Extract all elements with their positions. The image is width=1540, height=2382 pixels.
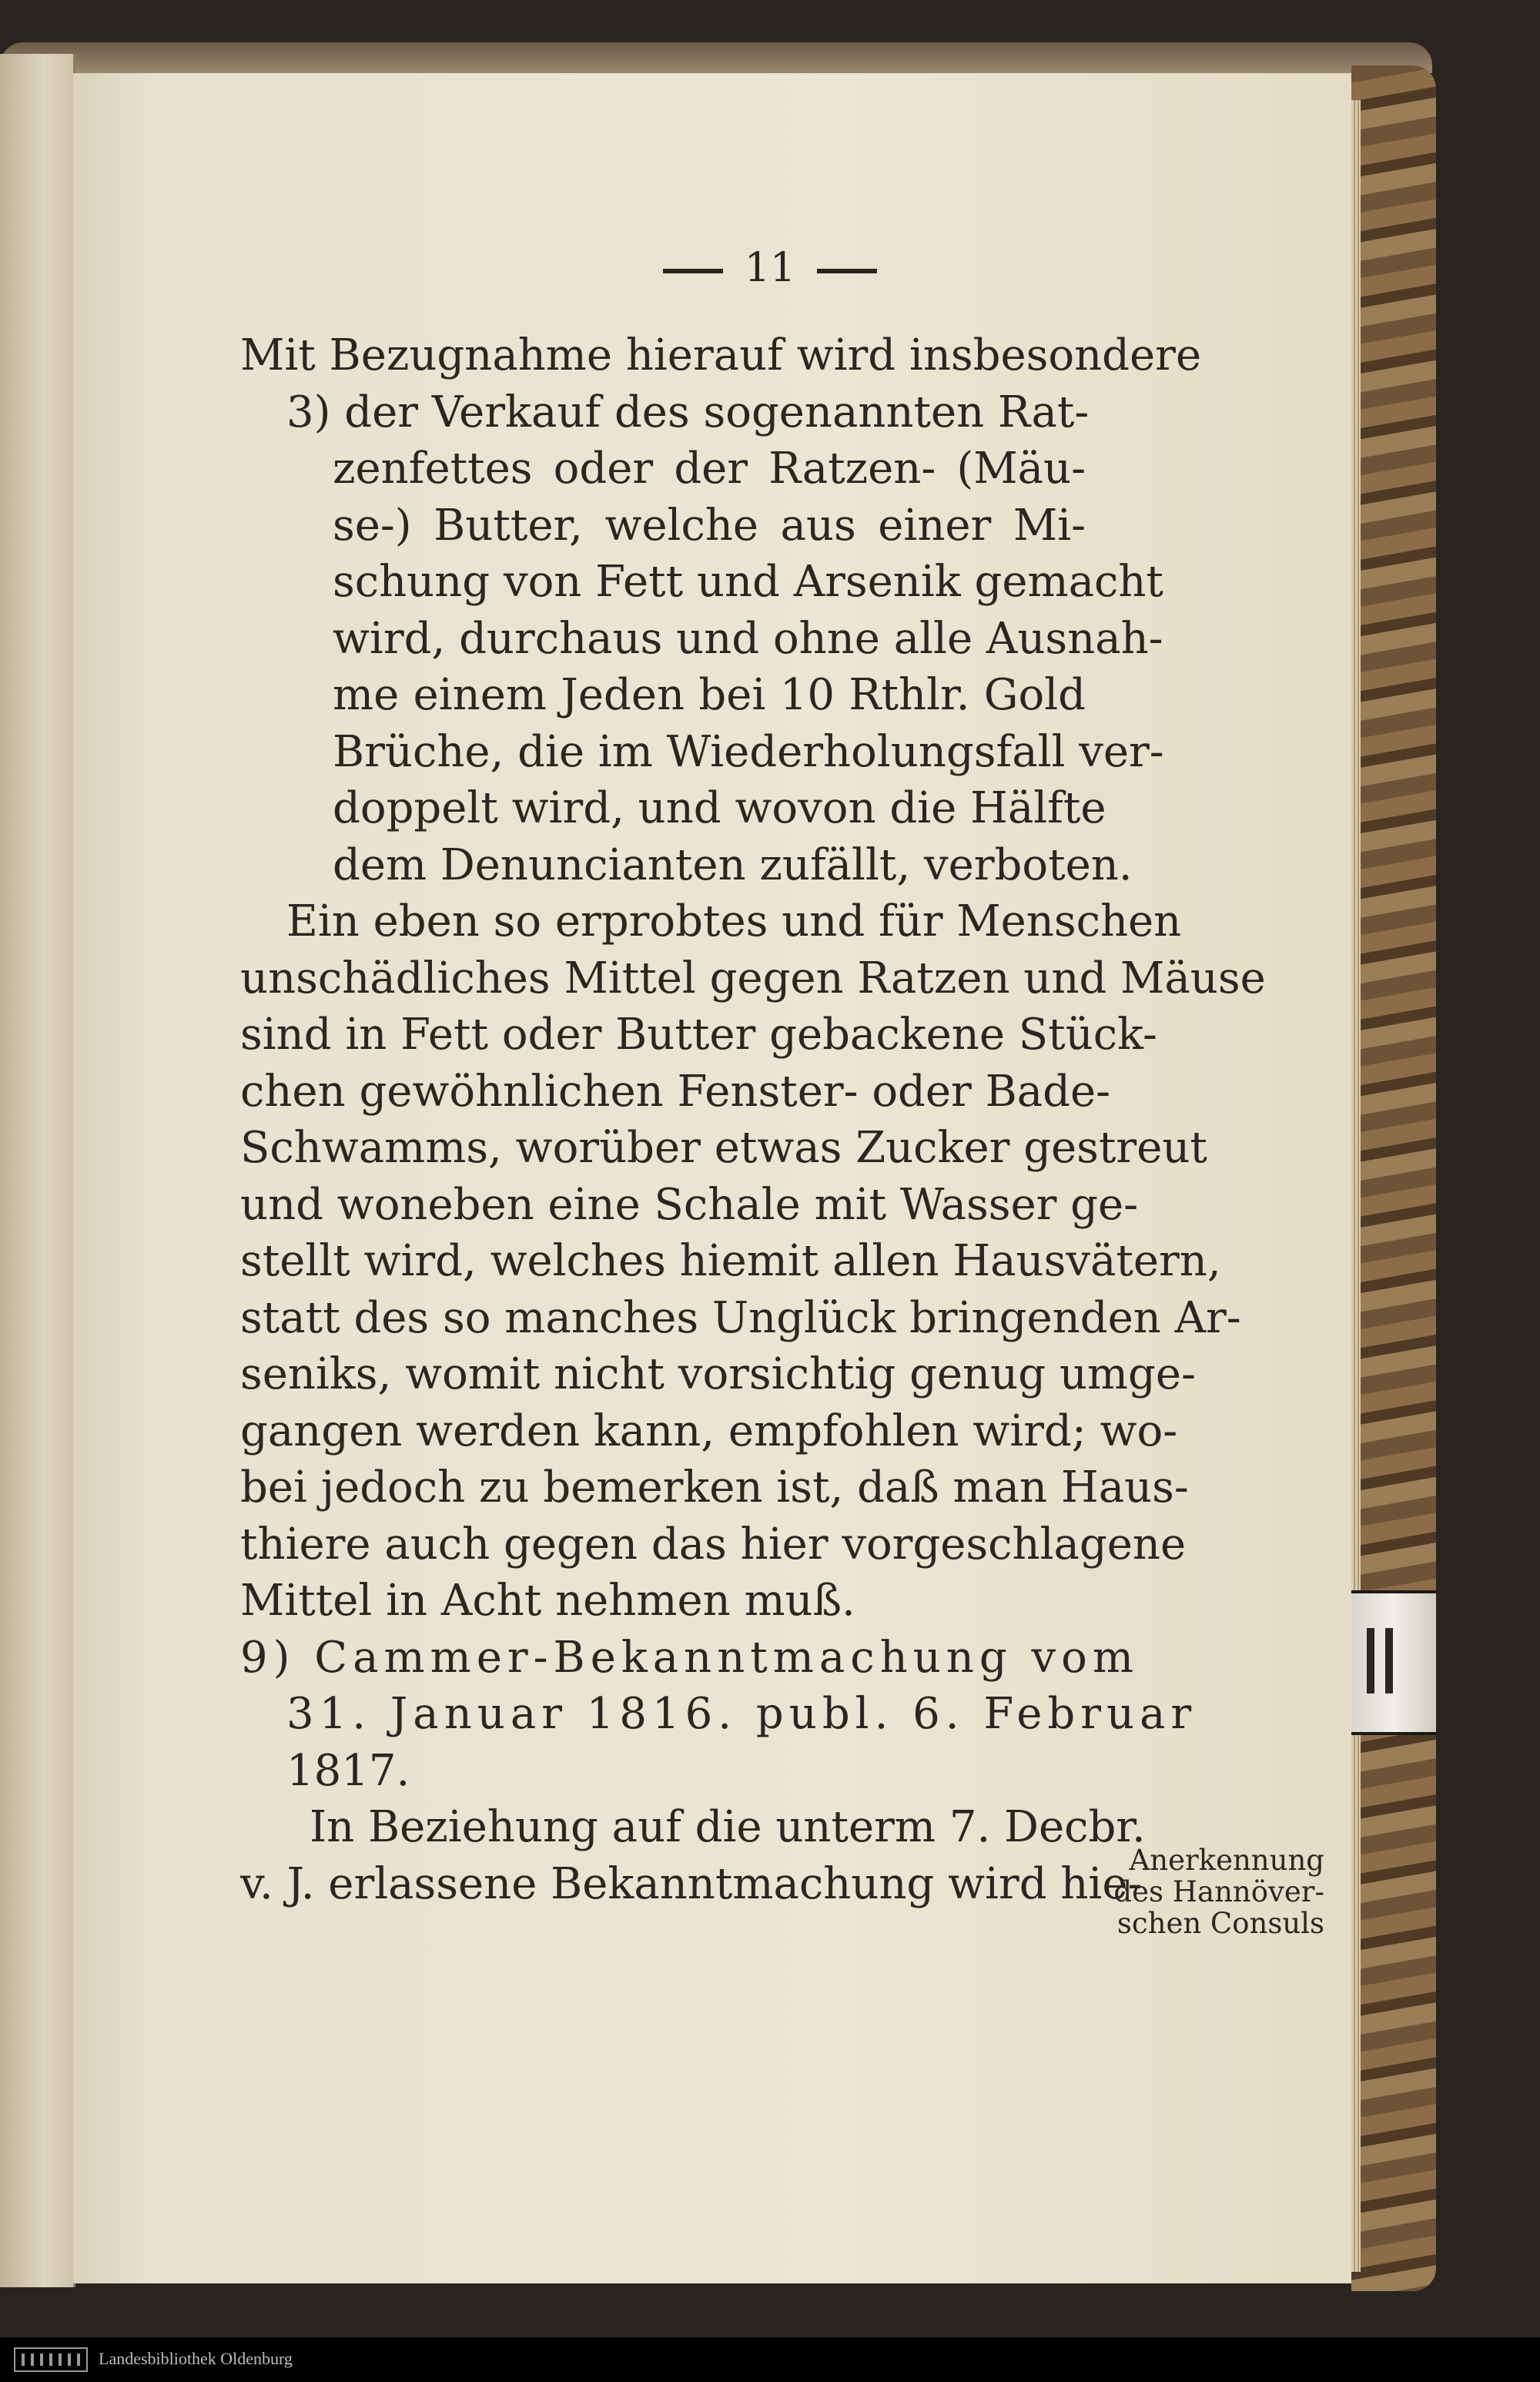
header-dash-left xyxy=(663,269,723,273)
book-cover-marbled xyxy=(1351,65,1436,2291)
library-name: Landesbibliothek Oldenburg xyxy=(99,2349,293,2368)
text-line: statt des so manches Unglück bringenden Ar- xyxy=(240,1292,1241,1343)
margin-note-line: schen Consuls xyxy=(1116,1907,1324,1940)
text-line: 9) Cammer-Bekanntmachung vom xyxy=(240,1632,1139,1683)
text-line: doppelt wird, und wovon die Hälfte xyxy=(333,783,1106,833)
text-line: zenfettes oder der Ratzen- (Mäu- xyxy=(333,444,1086,494)
text-line: seniks, womit nicht vorsichtig genug umge- xyxy=(240,1349,1196,1399)
paragraph-beziehung xyxy=(240,1799,1146,1912)
page-header xyxy=(0,245,1540,291)
text-line: 31. Januar 1816. publ. 6. Februar xyxy=(286,1689,1197,1739)
text-line: 3) der Verkauf des sogenannten Rat- xyxy=(286,387,1090,437)
intro-paragraph xyxy=(240,327,1202,384)
text-line: schung von Fett und Arsenik gemacht xyxy=(333,557,1163,607)
margin-note xyxy=(1093,1844,1324,1939)
text-line: Brüche, die im Wiederholungsfall ver- xyxy=(333,726,1164,777)
margin-note-line: des Hannöver- xyxy=(1113,1875,1324,1908)
paragraph-remedy xyxy=(240,893,1266,1630)
section-heading-9 xyxy=(240,1630,1197,1800)
text-line: Ein eben so erprobtes und für Menschen xyxy=(286,896,1182,946)
text-line: me einem Jeden bei 10 Rthlr. Gold xyxy=(333,670,1086,720)
header-dash-right xyxy=(817,269,877,273)
text-line: bei jedoch zu bemerken ist, daß man Haus- xyxy=(240,1462,1189,1513)
text-line: gangen werden kann, empfohlen wird; wo- xyxy=(240,1405,1178,1456)
text-line: sind in Fett oder Butter gebackene Stück- xyxy=(240,1010,1157,1060)
text-line: chen gewöhnlichen Fenster- oder Bade- xyxy=(240,1066,1111,1117)
text-line: Schwamms, worüber etwas Zucker gestreut xyxy=(240,1123,1207,1173)
page-number: 11 xyxy=(744,245,796,291)
text-line: 1817. xyxy=(286,1745,410,1796)
text-line: Mit Bezugnahme hierauf wird insbesondere xyxy=(240,330,1202,380)
text-line: stellt wird, welches hiemit allen Hausvätern, xyxy=(240,1236,1221,1286)
margin-note-line: Anerkennung xyxy=(1129,1844,1324,1877)
text-line: Mittel in Acht nehmen muß. xyxy=(240,1576,855,1626)
item-3 xyxy=(240,384,1164,894)
text-line: und woneben eine Schale mit Wasser ge- xyxy=(240,1179,1139,1230)
text-line: unschädliches Mittel gegen Ratzen und Mäuse xyxy=(240,953,1266,1003)
book-cover-top xyxy=(0,42,1432,73)
text-line: wird, durchaus und ohne alle Ausnah- xyxy=(333,613,1163,664)
text-line: se-) Butter, welche aus einer Mi- xyxy=(333,500,1086,551)
text-line: thiere auch gegen das hier vorgeschlagene xyxy=(240,1519,1187,1570)
text-line: v. J. erlassene Bekanntmachung wird hie- xyxy=(240,1858,1143,1909)
text-line: In Beziehung auf die unterm 7. Decbr. xyxy=(310,1802,1146,1852)
left-page-edge xyxy=(0,54,75,2287)
text-line: dem Denuncianten zufällt, verboten. xyxy=(333,839,1133,890)
page-tab-marker xyxy=(1351,1590,1436,1735)
library-logo-icon xyxy=(14,2347,88,2372)
